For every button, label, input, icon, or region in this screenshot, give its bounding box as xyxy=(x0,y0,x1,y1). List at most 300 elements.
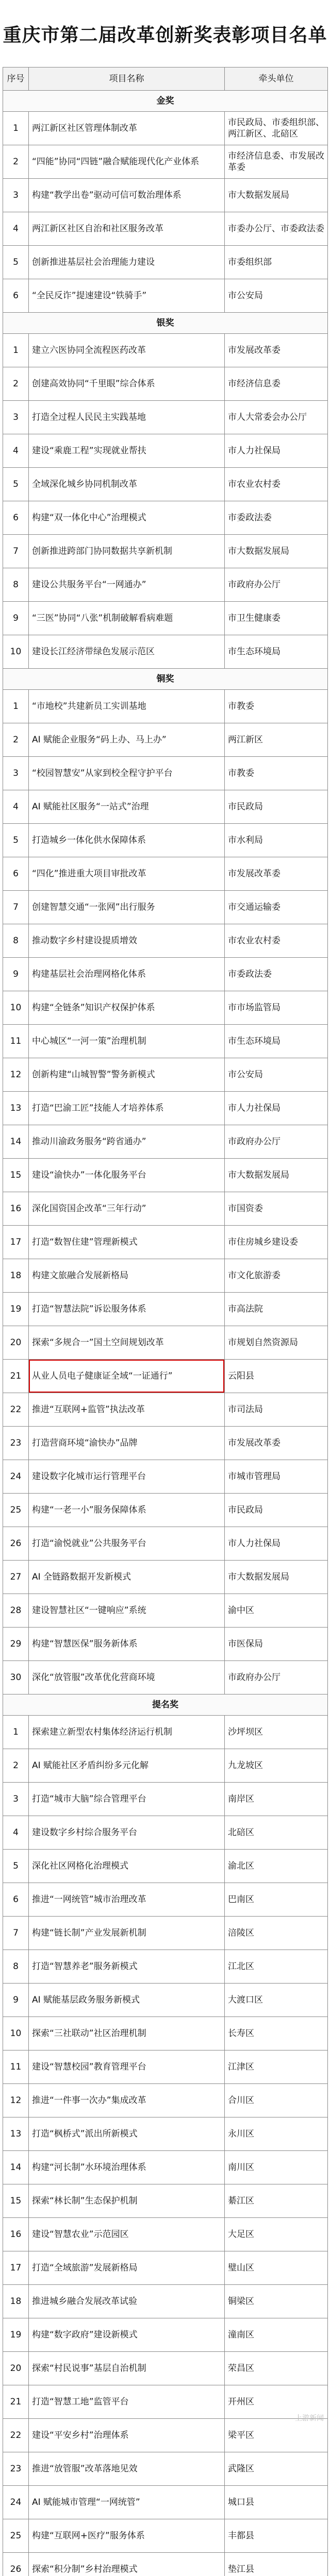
project-name: 构建“智慧医保”服务新体系 xyxy=(29,1628,225,1661)
lead-unit: 渝中区 xyxy=(225,1594,328,1628)
lead-unit: 城口县 xyxy=(225,2486,328,2519)
lead-unit: 市公安局 xyxy=(225,279,328,313)
lead-unit: 市教委 xyxy=(225,757,328,790)
project-name: AI 赋能社区服务“一站式”治理 xyxy=(29,790,225,824)
row-number: 25 xyxy=(3,2519,29,2553)
header-num: 序号 xyxy=(3,67,29,91)
row-number: 5 xyxy=(3,468,29,501)
section-title: 铜奖 xyxy=(3,669,328,690)
lead-unit: 铜梁区 xyxy=(225,2285,328,2318)
project-name: 建立六医协同全流程医药改革 xyxy=(29,334,225,367)
lead-unit: 北碚区 xyxy=(225,1816,328,1850)
lead-unit: 市委政法委 xyxy=(225,501,328,535)
section-title: 银奖 xyxy=(3,313,328,334)
row-number: 25 xyxy=(3,1494,29,1527)
table-row xyxy=(3,1259,328,1293)
row-number: 10 xyxy=(3,991,29,1025)
project-name: 推进“一件事一次办”集成改革 xyxy=(29,2084,225,2117)
project-name: 推进“互联网+监管”执法改革 xyxy=(29,1393,225,1427)
row-number: 30 xyxy=(3,1661,29,1694)
project-name: 构建“双一体化中心”治理模式 xyxy=(29,501,225,535)
lead-unit: 市政府办公厅 xyxy=(225,1661,328,1694)
project-name: 深化“放管服”改革优化营商环境 xyxy=(29,1661,225,1694)
project-name: AI 赋能城市管理“一网统管” xyxy=(29,2486,225,2519)
lead-unit: 开州区 xyxy=(225,2385,328,2419)
table-row xyxy=(3,1950,328,1984)
table-row xyxy=(3,1427,328,1460)
row-number: 6 xyxy=(3,857,29,891)
row-number: 8 xyxy=(3,924,29,958)
lead-unit: 市文化旅游委 xyxy=(225,1259,328,1293)
project-name: 创新构建“山城智警”警务新模式 xyxy=(29,1058,225,1092)
row-number: 2 xyxy=(3,723,29,757)
table-row xyxy=(3,1326,328,1360)
row-number: 19 xyxy=(3,1293,29,1326)
table-row xyxy=(3,1159,328,1192)
row-number: 15 xyxy=(3,1159,29,1192)
project-name: 打造“数智住建”管理新模式 xyxy=(29,1226,225,1259)
table-row xyxy=(3,1816,328,1850)
lead-unit: 市司法局 xyxy=(225,1393,328,1427)
lead-unit: 市市场监管局 xyxy=(225,991,328,1025)
project-name: 创新推进基层社会治理能力建设 xyxy=(29,246,225,279)
lead-unit: 巴南区 xyxy=(225,1883,328,1917)
row-number: 6 xyxy=(3,1883,29,1917)
row-number: 11 xyxy=(3,1025,29,1058)
row-number: 3 xyxy=(3,401,29,434)
project-name: 推动川渝政务服务“跨省通办” xyxy=(29,1125,225,1159)
row-number: 26 xyxy=(3,2553,29,2576)
lead-unit: 市城市管理局 xyxy=(225,1460,328,1494)
row-number: 24 xyxy=(3,2486,29,2519)
project-name: 构建“河长制”水环境治理体系 xyxy=(29,2151,225,2184)
table-row xyxy=(3,535,328,568)
table-row xyxy=(3,2519,328,2553)
lead-unit: 市委政法委 xyxy=(225,958,328,991)
project-name: 推进“放管服”改革落地见效 xyxy=(29,2452,225,2486)
lead-unit: 市规划自然资源局 xyxy=(225,1326,328,1360)
project-name: AI 全链路数据开发新模式 xyxy=(29,1561,225,1594)
project-name: “校园智慧安”从家到校全程守护平台 xyxy=(29,757,225,790)
row-number: 4 xyxy=(3,434,29,468)
table-row xyxy=(3,1226,328,1259)
table-row xyxy=(3,2352,328,2385)
table-row xyxy=(3,334,328,367)
table-row xyxy=(3,1293,328,1326)
project-name: 探索“林长制”生态保护机制 xyxy=(29,2184,225,2218)
table-row xyxy=(3,1628,328,1661)
row-number: 20 xyxy=(3,2352,29,2385)
table-row xyxy=(3,2151,328,2184)
lead-unit: 两江新区 xyxy=(225,723,328,757)
lead-unit: 市大数据发展局 xyxy=(225,179,328,212)
lead-unit: 市大数据发展局 xyxy=(225,1561,328,1594)
lead-unit: 潼南区 xyxy=(225,2318,328,2352)
project-name: 推进城乡融合发展改革试验 xyxy=(29,2285,225,2318)
table-row xyxy=(3,2486,328,2519)
lead-unit: 市人力社保局 xyxy=(225,434,328,468)
table-row xyxy=(3,991,328,1025)
watermark: 上游新闻 xyxy=(295,2413,324,2423)
lead-unit: 市交通运输委 xyxy=(225,891,328,924)
lead-unit: 长寿区 xyxy=(225,2017,328,2050)
row-number: 8 xyxy=(3,1950,29,1984)
table-row xyxy=(3,112,328,145)
row-number: 16 xyxy=(3,1192,29,1226)
table-row xyxy=(3,1527,328,1561)
row-number: 13 xyxy=(3,2117,29,2151)
row-number: 14 xyxy=(3,2151,29,2184)
project-name: 深化国资国企改革“三年行动” xyxy=(29,1192,225,1226)
table-row xyxy=(3,2419,328,2452)
row-number: 21 xyxy=(3,2385,29,2419)
lead-unit: 市水利局 xyxy=(225,824,328,857)
project-name: 打造“全域旅游”发展新格局 xyxy=(29,2251,225,2285)
project-name: 建设长江经济带绿色发展示范区 xyxy=(29,635,225,669)
table-row xyxy=(3,857,328,891)
lead-unit: 市经济信息委 xyxy=(225,367,328,401)
table-row xyxy=(3,2452,328,2486)
project-name: 打造“智慧养老”服务新模式 xyxy=(29,1950,225,1984)
lead-unit: 市国资委 xyxy=(225,1192,328,1226)
project-name: 从业人员电子健康证全域“一证通行” xyxy=(29,1360,225,1393)
project-name: 构建“链长制”产业发展新机制 xyxy=(29,1917,225,1950)
project-name: “四能”协同“四链”融合赋能现代化产业体系 xyxy=(29,145,225,179)
table-row xyxy=(3,2084,328,2117)
table-row xyxy=(3,212,328,246)
row-number: 12 xyxy=(3,2084,29,2117)
lead-unit: 武隆区 xyxy=(225,2452,328,2486)
lead-unit: 綦江区 xyxy=(225,2184,328,2218)
row-number: 23 xyxy=(3,1427,29,1460)
row-number: 14 xyxy=(3,1125,29,1159)
project-name: “全民反诈”提速建设“铁骑手” xyxy=(29,279,225,313)
lead-unit: 南岸区 xyxy=(225,1783,328,1816)
project-name: 建设数字化城市运行管理平台 xyxy=(29,1460,225,1494)
lead-unit: 市大数据发展局 xyxy=(225,535,328,568)
row-number: 1 xyxy=(3,112,29,145)
project-name: AI 赋能企业服务“码上办、马上办” xyxy=(29,723,225,757)
project-name: 构建基层社会治理网格化体系 xyxy=(29,958,225,991)
row-number: 5 xyxy=(3,246,29,279)
lead-unit: 云阳县 xyxy=(225,1360,328,1393)
lead-unit: 市人力社保局 xyxy=(225,1092,328,1125)
project-name: 构建“数字政府”建设新模式 xyxy=(29,2318,225,2352)
row-number: 6 xyxy=(3,501,29,535)
lead-unit: 合川区 xyxy=(225,2084,328,2117)
lead-unit: 璧山区 xyxy=(225,2251,328,2285)
lead-unit: 市卫生健康委 xyxy=(225,602,328,635)
row-number: 22 xyxy=(3,2419,29,2452)
row-number: 24 xyxy=(3,1460,29,1494)
table-row xyxy=(3,145,328,179)
lead-unit: 市住房城乡建设委 xyxy=(225,1226,328,1259)
table-row xyxy=(3,2251,328,2285)
lead-unit: 涪陵区 xyxy=(225,1917,328,1950)
table-header-row xyxy=(3,67,328,91)
project-name: 探索“三社联动”社区治理机制 xyxy=(29,2017,225,2050)
project-name: 构建文旅融合发展新格局 xyxy=(29,1259,225,1293)
table-row xyxy=(3,2318,328,2352)
row-number: 19 xyxy=(3,2318,29,2352)
row-number: 18 xyxy=(3,1259,29,1293)
project-name: 建设“渝快办”一体化服务平台 xyxy=(29,1159,225,1192)
table-row xyxy=(3,1594,328,1628)
table-row xyxy=(3,690,328,723)
row-number: 9 xyxy=(3,1984,29,2017)
section-header-row xyxy=(3,91,328,112)
row-number: 6 xyxy=(3,279,29,313)
section-title: 金奖 xyxy=(3,91,328,112)
lead-unit: 市医保局 xyxy=(225,1628,328,1661)
table-row xyxy=(3,1460,328,1494)
lead-unit: 市公安局 xyxy=(225,1058,328,1092)
project-name: 打造“城市大脑”综合管理平台 xyxy=(29,1783,225,1816)
table-row xyxy=(3,1749,328,1783)
lead-unit: 市人大常委会办公厅 xyxy=(225,401,328,434)
lead-unit: 大足区 xyxy=(225,2218,328,2251)
row-number: 1 xyxy=(3,334,29,367)
project-name: 构建“互联网+医疗”服务体系 xyxy=(29,2519,225,2553)
row-number: 3 xyxy=(3,1783,29,1816)
row-number: 9 xyxy=(3,958,29,991)
row-number: 1 xyxy=(3,690,29,723)
table-row xyxy=(3,757,328,790)
row-number: 7 xyxy=(3,1917,29,1950)
lead-unit: 市经济信息委、市发展改革委 xyxy=(225,145,328,179)
award-table xyxy=(3,67,328,2576)
project-name: 中心城区“一河一策”治理机制 xyxy=(29,1025,225,1058)
table-row xyxy=(3,568,328,602)
table-row xyxy=(3,468,328,501)
project-name: 探索“村民说事”基层自治机制 xyxy=(29,2352,225,2385)
row-number: 27 xyxy=(3,1561,29,1594)
row-number: 2 xyxy=(3,367,29,401)
project-name: 建设数字乡村综合服务平台 xyxy=(29,1816,225,1850)
project-name: 打造“枫桥式”派出所新模式 xyxy=(29,2117,225,2151)
table-row-highlighted xyxy=(3,1360,328,1393)
project-name: 创新推进跨部门协同数据共享新机制 xyxy=(29,535,225,568)
header-unit: 牵头单位 xyxy=(225,67,328,91)
project-name: 探索“积分制”乡村治理模式 xyxy=(29,2553,225,2576)
table-row xyxy=(3,1025,328,1058)
lead-unit: 市委办公厅、市委政法委 xyxy=(225,212,328,246)
table-row xyxy=(3,602,328,635)
row-number: 13 xyxy=(3,1092,29,1125)
table-row xyxy=(3,434,328,468)
lead-unit: 市民政局、市委组织部、两江新区、北碚区 xyxy=(225,112,328,145)
project-name: 打造“巴渝工匠”技能人才培养体系 xyxy=(29,1092,225,1125)
table-row xyxy=(3,2017,328,2050)
row-number: 22 xyxy=(3,1393,29,1427)
project-name: AI 赋能基层政务服务新模式 xyxy=(29,1984,225,2017)
project-name: 打造“渝悦就业”公共服务平台 xyxy=(29,1527,225,1561)
project-name: “三医”协同“八张”机制破解看病难题 xyxy=(29,602,225,635)
lead-unit: 市发展改革委 xyxy=(225,1427,328,1460)
project-name: 打造全过程人民民主实践基地 xyxy=(29,401,225,434)
row-number: 17 xyxy=(3,2251,29,2285)
row-number: 20 xyxy=(3,1326,29,1360)
table-row xyxy=(3,1984,328,2017)
project-name: 打造城乡一体化供水保障体系 xyxy=(29,824,225,857)
lead-unit: 市人力社保局 xyxy=(225,1527,328,1561)
row-number: 2 xyxy=(3,1749,29,1783)
project-name: 推进“一网统管”城市治理改革 xyxy=(29,1883,225,1917)
row-number: 29 xyxy=(3,1628,29,1661)
project-name: “四化”推进重大项目审批改革 xyxy=(29,857,225,891)
project-name: 全域深化城乡协同机制改革 xyxy=(29,468,225,501)
table-row xyxy=(3,179,328,212)
row-number: 5 xyxy=(3,1850,29,1883)
lead-unit: 市政府办公厅 xyxy=(225,568,328,602)
lead-unit: 市农业农村委 xyxy=(225,468,328,501)
row-number: 23 xyxy=(3,2452,29,2486)
project-name: 打造“智慧工地”监管平台 xyxy=(29,2385,225,2419)
row-number: 4 xyxy=(3,1816,29,1850)
lead-unit: 荣昌区 xyxy=(225,2352,328,2385)
lead-unit: 市教委 xyxy=(225,690,328,723)
lead-unit: 市高法院 xyxy=(225,1293,328,1326)
lead-unit: 江北区 xyxy=(225,1950,328,1984)
lead-unit: 沙坪坝区 xyxy=(225,1716,328,1749)
table-row xyxy=(3,1883,328,1917)
lead-unit: 南川区 xyxy=(225,2151,328,2184)
row-number: 7 xyxy=(3,535,29,568)
lead-unit: 市民政局 xyxy=(225,1494,328,1527)
lead-unit: 江津区 xyxy=(225,2050,328,2084)
lead-unit: 九龙坡区 xyxy=(225,1749,328,1783)
project-name: 探索建立新型农村集体经济运行机制 xyxy=(29,1716,225,1749)
project-name: “市地校”共建新员工实训基地 xyxy=(29,690,225,723)
section-header-row xyxy=(3,669,328,690)
lead-unit: 市生态环境局 xyxy=(225,1025,328,1058)
row-number: 26 xyxy=(3,1527,29,1561)
table-row xyxy=(3,279,328,313)
lead-unit: 市发展改革委 xyxy=(225,857,328,891)
row-number: 9 xyxy=(3,602,29,635)
row-number: 4 xyxy=(3,212,29,246)
lead-unit: 永川区 xyxy=(225,2117,328,2151)
project-name: 打造“智慧法院”诉讼服务体系 xyxy=(29,1293,225,1326)
row-number: 3 xyxy=(3,179,29,212)
table-body xyxy=(3,91,328,2576)
row-number: 17 xyxy=(3,1226,29,1259)
lead-unit: 市生态环境局 xyxy=(225,635,328,669)
table-row xyxy=(3,958,328,991)
table-row xyxy=(3,2285,328,2318)
table-row xyxy=(3,1716,328,1749)
table-row xyxy=(3,501,328,535)
project-name: 两江新区社区自治和社区服务改革 xyxy=(29,212,225,246)
row-number: 10 xyxy=(3,2017,29,2050)
project-name: 构建“教学出卷”驱动可信可数治理体系 xyxy=(29,179,225,212)
row-number: 7 xyxy=(3,891,29,924)
table-row xyxy=(3,401,328,434)
project-name: 构建“一老一小”服务保障体系 xyxy=(29,1494,225,1527)
project-name: 建设“乘鹿工程”实现就业帮扶 xyxy=(29,434,225,468)
section-header-row xyxy=(3,313,328,334)
table-row xyxy=(3,1125,328,1159)
project-name: 建设“智慧校园”教育管理平台 xyxy=(29,2050,225,2084)
table-row xyxy=(3,1850,328,1883)
table-row xyxy=(3,2553,328,2576)
table-row xyxy=(3,1393,328,1427)
project-name: 建设智慧社区“一键响应”系统 xyxy=(29,1594,225,1628)
row-number: 4 xyxy=(3,790,29,824)
project-name: 推动数字乡村建设提质增效 xyxy=(29,924,225,958)
lead-unit: 市民政局 xyxy=(225,790,328,824)
table-row xyxy=(3,367,328,401)
row-number: 18 xyxy=(3,2285,29,2318)
project-name: 探索“多规合一”国土空间规划改革 xyxy=(29,1326,225,1360)
lead-unit: 市农业农村委 xyxy=(225,924,328,958)
lead-unit: 市发展改革委 xyxy=(225,334,328,367)
table-row xyxy=(3,790,328,824)
project-name: 建设“平安乡村”治理体系 xyxy=(29,2419,225,2452)
table-row xyxy=(3,824,328,857)
table-row xyxy=(3,723,328,757)
table-row xyxy=(3,2184,328,2218)
lead-unit: 垫江县 xyxy=(225,2553,328,2576)
table-row xyxy=(3,891,328,924)
lead-unit: 市政府办公厅 xyxy=(225,1125,328,1159)
row-number: 15 xyxy=(3,2184,29,2218)
table-row xyxy=(3,2050,328,2084)
table-row xyxy=(3,1192,328,1226)
lead-unit: 梁平区 xyxy=(225,2419,328,2452)
project-name: 创建智慧交通“一张网”出行服务 xyxy=(29,891,225,924)
row-number: 10 xyxy=(3,635,29,669)
row-number: 28 xyxy=(3,1594,29,1628)
table-row xyxy=(3,1561,328,1594)
project-name: 构建“全链条”知识产权保护体系 xyxy=(29,991,225,1025)
project-name: AI 赋能社区矛盾纠纷多元化解 xyxy=(29,1749,225,1783)
project-name: 深化社区网格化治理模式 xyxy=(29,1850,225,1883)
page-title: 重庆市第二届改革创新奖表彰项目名单 xyxy=(0,0,330,67)
table-row xyxy=(3,2218,328,2251)
project-name: 建设公共服务平台“一网通办” xyxy=(29,568,225,602)
row-number: 5 xyxy=(3,824,29,857)
row-number: 11 xyxy=(3,2050,29,2084)
row-number: 1 xyxy=(3,1716,29,1749)
table-row xyxy=(3,1058,328,1092)
row-number: 2 xyxy=(3,145,29,179)
table-row xyxy=(3,1917,328,1950)
table-row xyxy=(3,1783,328,1816)
table-row xyxy=(3,2385,328,2419)
table-row xyxy=(3,635,328,669)
row-number: 3 xyxy=(3,757,29,790)
row-number: 21 xyxy=(3,1360,29,1393)
table-row xyxy=(3,1494,328,1527)
project-name: 建设“智慧农业”示范园区 xyxy=(29,2218,225,2251)
lead-unit: 丰都县 xyxy=(225,2519,328,2553)
row-number: 8 xyxy=(3,568,29,602)
lead-unit: 市大数据发展局 xyxy=(225,1159,328,1192)
section-title: 提名奖 xyxy=(3,1694,328,1716)
table-row xyxy=(3,924,328,958)
project-name: 创建高效协同“千里眼”综合体系 xyxy=(29,367,225,401)
table-row xyxy=(3,2117,328,2151)
lead-unit: 大渡口区 xyxy=(225,1984,328,2017)
lead-unit: 市委组织部 xyxy=(225,246,328,279)
section-header-row xyxy=(3,1694,328,1716)
table-row xyxy=(3,1661,328,1694)
table-row xyxy=(3,246,328,279)
row-number: 12 xyxy=(3,1058,29,1092)
header-project: 项目名称 xyxy=(29,67,225,91)
table-row xyxy=(3,1092,328,1125)
